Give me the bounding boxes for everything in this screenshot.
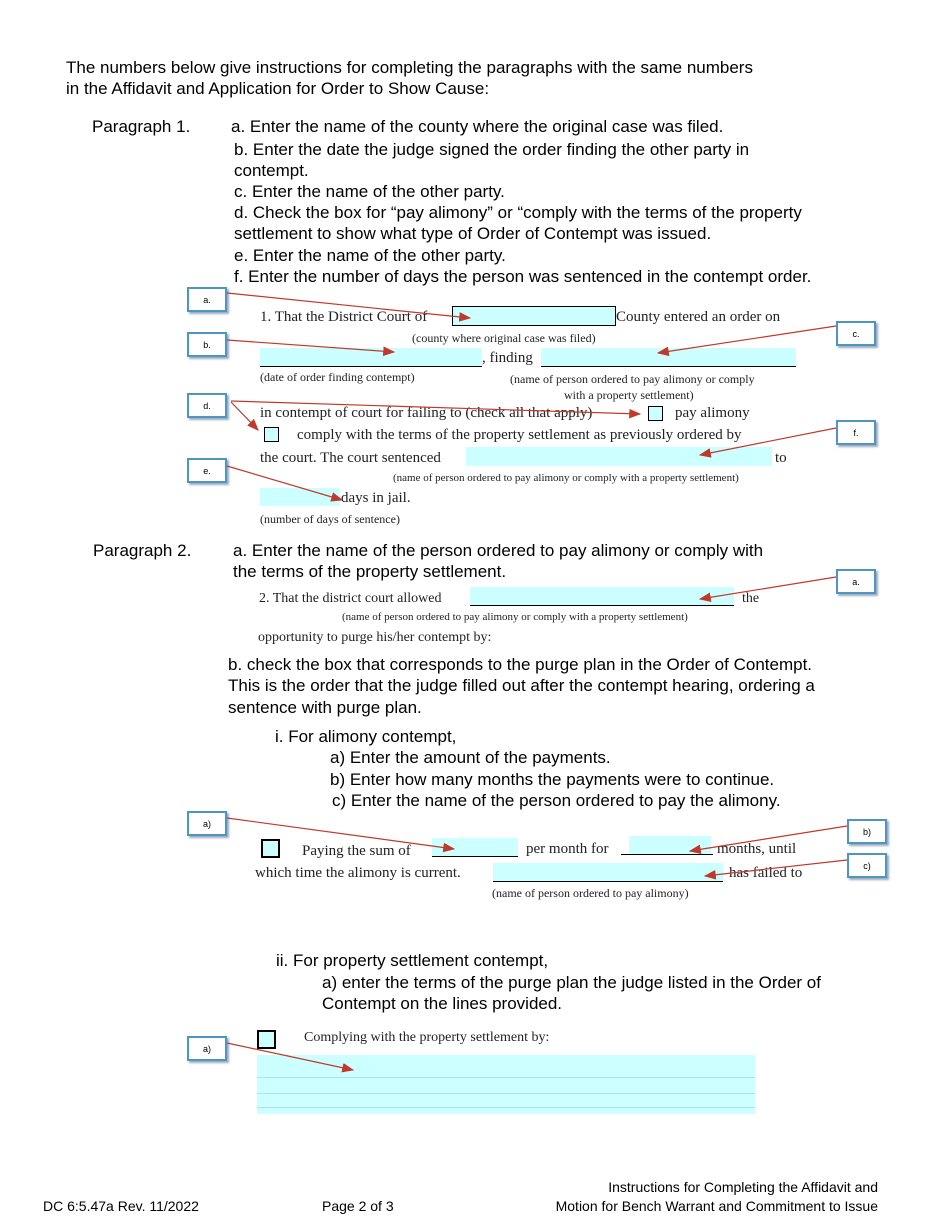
county-field[interactable]	[452, 306, 616, 326]
comply-checkbox[interactable]	[264, 427, 279, 442]
to-text: to	[775, 450, 787, 466]
callout-alimony-b: b)	[847, 819, 887, 844]
comply-text: comply with the terms of the property settlement as previously ordered by	[297, 427, 742, 443]
paying-text: Paying the sum of	[302, 843, 411, 859]
person-caption-1: (name of person ordered to pay alimony or comply	[510, 372, 755, 386]
p2-step-b-2: This is the order that the judge filled out after the contempt hearing, ordering a	[228, 676, 815, 695]
arrow-d-2	[231, 402, 258, 430]
alimony-current-text: which time the alimony is current.	[255, 865, 461, 881]
intro-line-2: in the Affidavit and Application for Order to Show Cause:	[66, 79, 490, 98]
months-field[interactable]	[629, 836, 711, 854]
p1-step-d-cont: settlement to show what type of Order of Contempt was issued.	[234, 224, 712, 243]
p1-step-d: d. Check the box for “pay alimony” or “comply with the terms of the property	[234, 203, 802, 222]
contempt-text: in contempt of court for failing to (check all that apply)	[260, 405, 593, 421]
p1-step-e: e. Enter the name of the other party.	[234, 246, 506, 265]
p1-step-a: a. Enter the name of the county where the original case was filed.	[231, 117, 724, 136]
footer-title-2: Motion for Bench Warrant and Commitment to Issue	[555, 1198, 878, 1214]
finding-text: , finding	[482, 350, 533, 366]
footer-title-1: Instructions for Completing the Affidavit and	[608, 1179, 878, 1195]
property-item-1: a) enter the terms of the purge plan the judge listed in the Order of	[322, 973, 821, 992]
p2-step-b-1: b. check the box that corresponds to the purge plan in the Order of Contempt.	[228, 655, 813, 674]
p1-step-b-cont: contempt.	[234, 161, 309, 180]
p2-step-a-cont: the terms of the property settlement.	[233, 562, 507, 581]
days-caption: (number of days of sentence)	[260, 512, 400, 526]
pay-alimony-checkbox[interactable]	[648, 406, 663, 421]
failed-text: has failed to	[729, 865, 803, 881]
callout-alimony-c: c)	[847, 853, 887, 878]
alimony-person-field[interactable]	[493, 863, 723, 881]
property-purge-checkbox[interactable]	[257, 1030, 276, 1049]
p2-person-field[interactable]	[470, 587, 734, 605]
callout-d: d.	[187, 393, 227, 418]
date-field[interactable]	[260, 348, 482, 366]
alimony-purge-checkbox[interactable]	[261, 839, 280, 858]
callout-e: e.	[187, 458, 227, 483]
alimony-item-a: a) Enter the amount of the payments.	[330, 748, 611, 767]
p1-form-line1-prefix: 1. That the District Court of	[260, 309, 428, 325]
per-month-text: per month for	[526, 841, 609, 857]
alimony-person-caption: (name of person ordered to pay alimony)	[492, 886, 689, 900]
p2-form-line1-suffix: the	[742, 591, 760, 606]
p1-form-line1-suffix: County entered an order on	[616, 309, 781, 325]
footer-form-id: DC 6:5.47a Rev. 11/2022	[43, 1198, 199, 1214]
property-form-label: Complying with the property settlement by:	[304, 1030, 550, 1045]
alimony-item-b: b) Enter how many months the payments were to continue.	[330, 770, 775, 789]
paragraph-1-heading: Paragraph 1.	[92, 117, 191, 136]
p2-caption: (name of person ordered to pay alimony or comply with a property settlement)	[342, 611, 688, 623]
property-terms-field[interactable]	[257, 1055, 755, 1114]
sentenced-person-field[interactable]	[466, 447, 772, 466]
callout-p2-a: a.	[836, 569, 876, 594]
sentenced-caption: (name of person ordered to pay alimony or comply with a property settlement)	[393, 472, 739, 484]
callout-a: a.	[187, 287, 227, 312]
p2-form-line2: opportunity to purge his/her contempt by:	[258, 630, 492, 645]
alimony-heading: i. For alimony contempt,	[275, 727, 457, 746]
date-caption: (date of order finding contempt)	[260, 370, 415, 384]
court-sentenced-text: the court. The court sentenced	[260, 450, 441, 466]
paragraph-2-heading: Paragraph 2.	[93, 541, 192, 560]
property-item-2: Contempt on the lines provided.	[322, 994, 563, 1013]
p2-step-b-3: sentence with purge plan.	[228, 698, 422, 717]
months-until-text: months, until	[717, 841, 797, 857]
days-field[interactable]	[260, 488, 340, 506]
callout-f: f.	[836, 420, 876, 445]
other-party-field[interactable]	[541, 348, 796, 366]
p1-step-c: c. Enter the name of the other party.	[234, 182, 505, 201]
property-heading: ii. For property settlement contempt,	[276, 951, 549, 970]
p2-step-a: a. Enter the name of the person ordered to pay alimony or comply with	[233, 541, 764, 560]
person-caption-2: with a property settlement)	[564, 388, 694, 402]
callout-alimony-a: a)	[187, 811, 227, 836]
callout-b: b.	[187, 332, 227, 357]
p1-step-b: b. Enter the date the judge signed the order finding the other party in	[234, 140, 750, 159]
callout-property-a: a)	[187, 1036, 227, 1061]
p2-form-line1-prefix: 2. That the district court allowed	[259, 591, 442, 606]
county-caption: (county where original case was filed)	[412, 331, 596, 345]
alimony-item-c: c) Enter the name of the person ordered to pay the alimony.	[332, 791, 781, 810]
p1-step-f: f. Enter the number of days the person was sentenced in the contempt order.	[234, 267, 812, 286]
footer-page-number: Page 2 of 3	[322, 1198, 394, 1214]
days-text: days in jail.	[341, 490, 411, 506]
pay-alimony-label: pay alimony	[675, 405, 750, 421]
payment-amount-field[interactable]	[432, 838, 518, 856]
intro-line-1: The numbers below give instructions for completing the paragraphs with the same numbers	[66, 58, 753, 77]
callout-c: c.	[836, 321, 876, 346]
